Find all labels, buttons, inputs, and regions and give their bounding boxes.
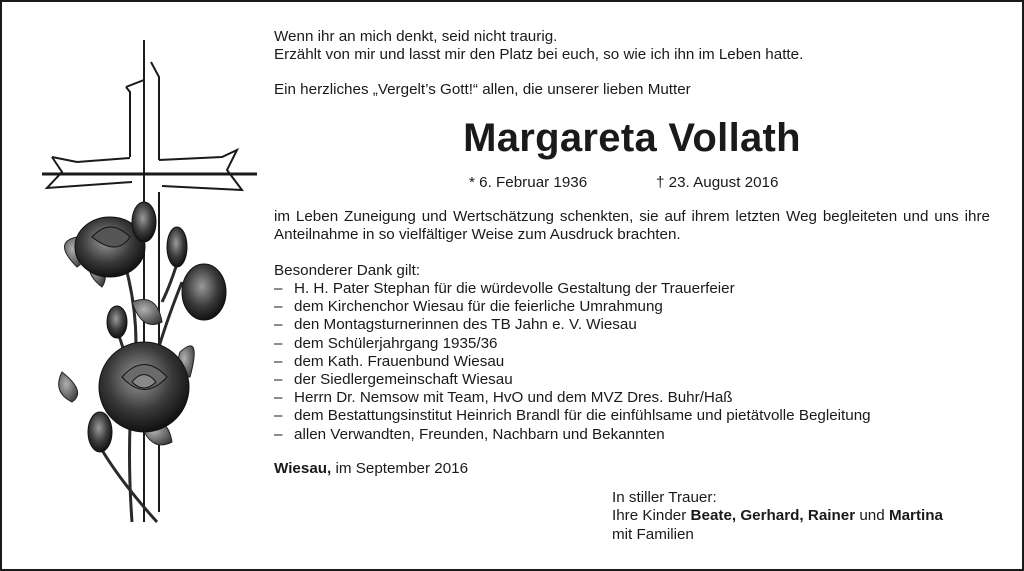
- dash-glyph: –: [274, 407, 283, 425]
- deceased-name: Margareta Vollath: [463, 116, 801, 160]
- mourners-family: mit Familien: [612, 525, 694, 543]
- place-name: Wiesau,: [274, 460, 332, 477]
- list-item: – dem Kirchenchor Wiesau für die feierliche Umrahmung: [274, 298, 663, 316]
- dash-glyph: –: [274, 425, 283, 443]
- thanks-list: [274, 280, 871, 444]
- list-item: – dem Kath. Frauenbund Wiesau: [274, 352, 505, 370]
- dash-glyph: –: [274, 334, 283, 352]
- thanks-heading: Besonderer Dank gilt:: [274, 262, 421, 279]
- date-text: im September 2016: [335, 460, 469, 477]
- cross-with-roses-icon: [32, 32, 267, 532]
- intro-line-2: Erzählt von mir und lasst mir den Platz bei euch, so wie ich ihn im Leben hatte.: [274, 46, 804, 63]
- dash-glyph: –: [274, 352, 283, 370]
- mourners-heading: In stiller Trauer:: [612, 489, 717, 506]
- list-item: – allen Verwandten, Freunden, Nachbarn und Bekannten: [274, 425, 665, 443]
- list-item: – dem Schülerjahrgang 1935/36: [274, 334, 498, 352]
- dash-glyph: –: [274, 316, 283, 334]
- dash-glyph: –: [274, 298, 283, 316]
- intro-line-3: Ein herzliches „Vergelt’s Gott!“ allen, die unserer lieben Mutter: [274, 81, 691, 98]
- list-item: – den Montagsturnerinnen des TB Jahn e. V. Wiesau: [274, 316, 637, 334]
- gratitude-paragraph: im Leben Zuneigung und Wertschätzung schenkten, sie auf ihrem letzten Weg begleiteten und uns ihre Anteilnahme in so vielfältiger Weise zum Ausdruck brachten.: [274, 208, 990, 244]
- mourners-signature: [612, 489, 943, 544]
- mourners-names: Ihre Kinder Beate, Gerhard, Rainer und Martina: [612, 507, 943, 525]
- place-date: [274, 460, 468, 478]
- birth-date: * 6. Februar 1936: [469, 174, 588, 191]
- list-item: – H. H. Pater Stephan für die würdevolle Gestaltung der Trauerfeier: [274, 280, 735, 297]
- dash-glyph: –: [274, 389, 283, 407]
- dash-glyph: –: [274, 280, 283, 297]
- dash-glyph: –: [274, 370, 283, 388]
- intro-line-1: Wenn ihr an mich denkt, seid nicht traurig.: [274, 28, 558, 45]
- list-item: – der Siedlergemeinschaft Wiesau: [274, 370, 513, 388]
- list-item: – dem Bestattungsinstitut Heinrich Brandl für die einfühlsame und pietätvolle Begleitung: [274, 407, 871, 425]
- death-date: † 23. August 2016: [656, 174, 779, 191]
- list-item: – Herrn Dr. Nemsow mit Team, HvO und dem MVZ Dres. Buhr/Haß: [274, 389, 733, 407]
